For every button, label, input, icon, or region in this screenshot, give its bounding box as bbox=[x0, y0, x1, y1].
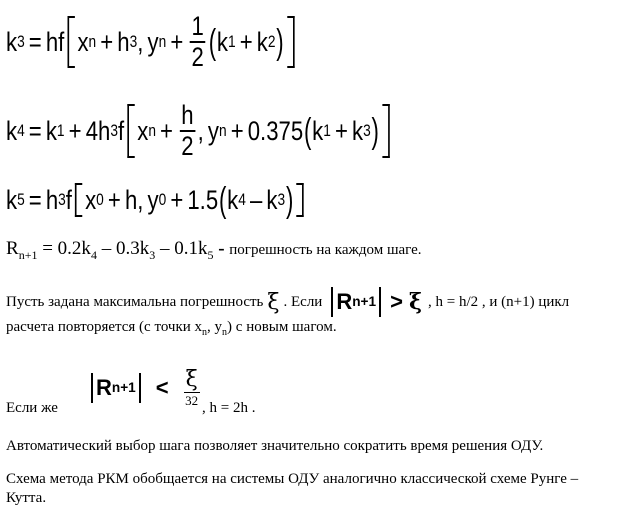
paragraph-text: . Если bbox=[283, 294, 323, 310]
subscript: 5 bbox=[207, 247, 214, 262]
constant: 0.375 bbox=[247, 115, 304, 146]
symbol: y bbox=[207, 115, 219, 146]
formula-text: – 0.3k bbox=[96, 238, 150, 259]
abs-bar bbox=[331, 287, 333, 317]
symbol: k bbox=[256, 26, 268, 57]
fraction bbox=[180, 102, 196, 160]
error-description: погрешность на каждом шаге. bbox=[229, 242, 422, 258]
subscript: 3 bbox=[149, 247, 156, 262]
operator: + bbox=[68, 115, 82, 146]
symbol: hf bbox=[45, 26, 65, 57]
operator: < bbox=[155, 375, 169, 400]
paragraph-text: расчета повторяется (с точки x bbox=[6, 319, 203, 335]
left-bracket bbox=[68, 16, 75, 68]
abs-bar bbox=[91, 373, 93, 403]
paragraph-text: , h = 2h . bbox=[202, 400, 256, 416]
symbol: x bbox=[85, 184, 97, 215]
operator: + bbox=[239, 26, 253, 57]
operator: + bbox=[160, 115, 173, 146]
paragraph-text: Если же bbox=[6, 400, 58, 416]
right-bracket bbox=[382, 104, 389, 158]
operator: , bbox=[197, 115, 204, 146]
error-estimate-line bbox=[6, 238, 422, 263]
paragraph-text: Пусть задана максимальна погрешность bbox=[6, 294, 264, 310]
symbol: k bbox=[6, 115, 18, 146]
paragraph-else-tail bbox=[202, 399, 255, 417]
symbol: x bbox=[77, 26, 89, 57]
symbol: k bbox=[6, 26, 18, 57]
left-paren: ( bbox=[303, 110, 312, 150]
formula-k5: k 5 = h 3 f x 0 + h , y 0 + 1.5 ( k 4 – k 3 ) bbox=[6, 183, 306, 217]
operator: + bbox=[334, 115, 348, 146]
formula-text: – 0.1k bbox=[155, 238, 208, 259]
paragraph-given-line2 bbox=[6, 318, 337, 339]
operator: + bbox=[230, 115, 244, 146]
operator: – bbox=[249, 184, 263, 215]
operator: = bbox=[28, 26, 42, 57]
symbol: k bbox=[45, 115, 57, 146]
paragraph-given-error bbox=[6, 286, 569, 318]
paragraph-text: ) с новым шагом. bbox=[227, 319, 337, 335]
symbol: R bbox=[336, 289, 353, 314]
symbol: k bbox=[352, 115, 364, 146]
right-paren: ) bbox=[285, 179, 294, 219]
xi-symbol: ξ bbox=[408, 289, 422, 315]
formula-text: = 0.2k bbox=[37, 238, 91, 259]
operator: , bbox=[137, 184, 144, 215]
operator: + bbox=[170, 184, 184, 215]
numerator: h bbox=[181, 100, 194, 130]
subscript: n bbox=[202, 327, 208, 338]
paragraph-text: , h = h/2 , и (n+1) цикл bbox=[427, 294, 570, 310]
right-paren: ) bbox=[371, 110, 379, 150]
left-bracket bbox=[127, 104, 134, 158]
paragraph-text: , y bbox=[207, 319, 223, 335]
abs-r-expression: R n+1 > ξ bbox=[328, 287, 422, 317]
fraction bbox=[190, 13, 206, 71]
numerator: 1 bbox=[191, 11, 204, 41]
paragraph-auto-step: Автоматический выбор шага позволяет значительно сократить время решения ОДУ. bbox=[6, 438, 544, 454]
operator: + bbox=[100, 26, 114, 57]
operator: , bbox=[137, 26, 144, 57]
right-bracket bbox=[287, 16, 294, 68]
symbol: R bbox=[6, 238, 19, 259]
symbol: y bbox=[147, 184, 159, 215]
paragraph-else-text bbox=[6, 399, 58, 417]
constant: 1.5 bbox=[187, 184, 219, 215]
symbol: h bbox=[45, 184, 59, 215]
right-paren: ) bbox=[276, 21, 284, 61]
abs-bar bbox=[139, 373, 141, 403]
symbol: h bbox=[124, 184, 138, 215]
subscript: 4 bbox=[90, 247, 97, 262]
symbol: x bbox=[137, 115, 149, 146]
xi-symbol: ξ bbox=[267, 289, 280, 315]
denominator: 2 bbox=[181, 131, 194, 161]
formula-k4: k 4 = k 1 + 4h 3 f x n + $\frac{h}{2}$ , y n + 0.375 ( k 1 + k 3 ) bbox=[6, 104, 391, 158]
formula-k3: k 3 = hf x n + h 3 , y n + $\frac{1}{2}$ ( k 1 + k 2 ) bbox=[6, 15, 296, 69]
right-bracket bbox=[297, 183, 304, 217]
symbol: 4h bbox=[85, 115, 111, 146]
left-paren: ( bbox=[218, 179, 227, 219]
fraction bbox=[184, 369, 200, 407]
symbol: R bbox=[96, 375, 112, 400]
symbol: k bbox=[266, 184, 278, 215]
operator: = bbox=[28, 184, 42, 215]
abs-r-less-expression: R n+1 < $\frac{\xi}{32}$ bbox=[88, 362, 203, 414]
operator: + bbox=[107, 184, 121, 215]
symbol: k bbox=[216, 26, 228, 57]
symbol: f bbox=[117, 115, 125, 146]
symbol: k bbox=[6, 184, 18, 215]
symbol: y bbox=[147, 26, 159, 57]
symbol: k bbox=[312, 115, 324, 146]
subscript: n+1 bbox=[18, 247, 38, 262]
symbol: k bbox=[227, 184, 239, 215]
left-paren: ( bbox=[208, 21, 217, 61]
operator: + bbox=[170, 26, 184, 57]
paragraph-scheme-line1: Схема метода РКМ обобщается на системы ОДУ аналогично классической схеме Рунге – bbox=[6, 471, 579, 487]
operator: = bbox=[28, 115, 42, 146]
dash: - bbox=[213, 238, 230, 259]
abs-bar bbox=[379, 287, 381, 317]
subscript: n bbox=[222, 327, 228, 338]
error-formula bbox=[6, 238, 214, 262]
operator: > bbox=[390, 289, 403, 314]
symbol: f bbox=[65, 184, 72, 215]
numerator: ξ bbox=[185, 367, 198, 392]
left-bracket bbox=[75, 183, 82, 217]
paragraph-scheme-line2: Кутта. bbox=[6, 490, 47, 506]
denominator: 2 bbox=[191, 42, 204, 72]
denominator: 32 bbox=[185, 393, 199, 408]
symbol: h bbox=[117, 26, 130, 57]
